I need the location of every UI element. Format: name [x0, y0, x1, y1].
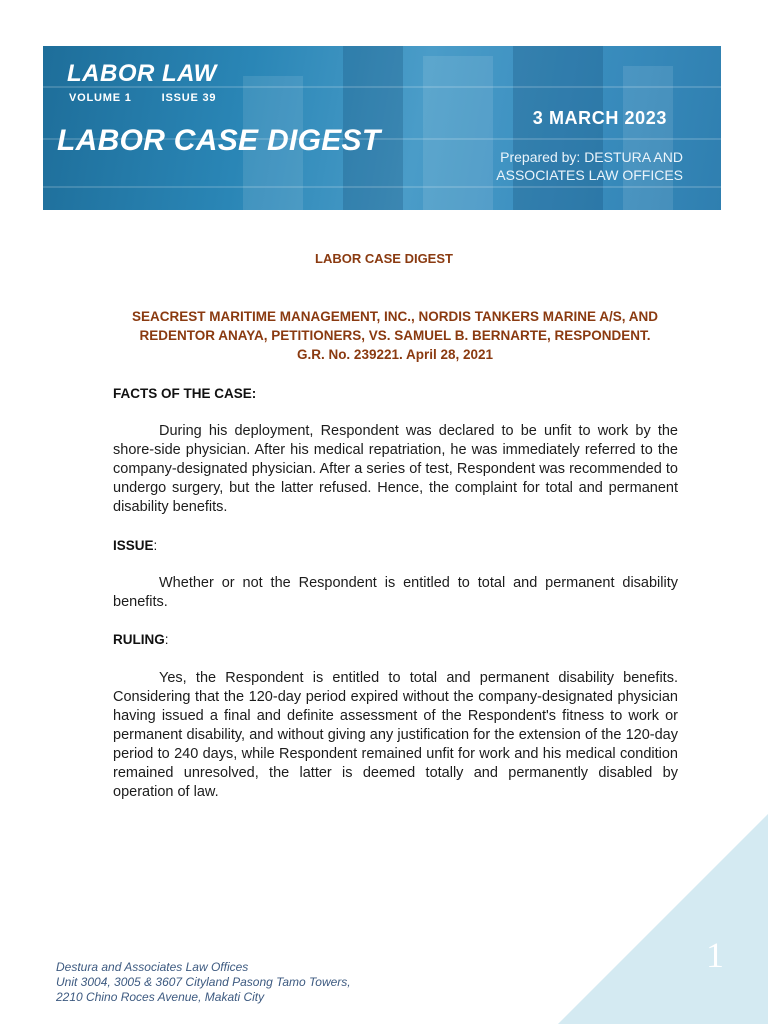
- corner-decoration: [558, 814, 768, 1024]
- issue-date: 3 MARCH 2023: [532, 108, 667, 128]
- issue-label: ISSUE 39: [161, 92, 217, 104]
- case-title-line2: REDENTOR ANAYA, PETITIONERS, VS. SAMUEL B. BERNARTE, RESPONDENT.: [139, 328, 651, 343]
- footer-address-line2: 2210 Chino Roces Avenue, Makati City: [56, 990, 265, 1004]
- footer-firm-name: Destura and Associates Law Offices: [56, 960, 249, 974]
- banner-title: LABOR LAW: [67, 60, 217, 87]
- document-heading: LABOR CASE DIGEST: [315, 251, 453, 266]
- facts-heading: FACTS OF THE CASE:: [113, 386, 257, 401]
- ruling-heading-colon: :: [164, 632, 169, 647]
- ruling-heading-text: RULING: [113, 632, 165, 647]
- ruling-heading: [113, 632, 169, 647]
- case-title: [100, 307, 690, 364]
- volume-label: VOLUME 1: [69, 92, 132, 104]
- facts-paragraph: During his deployment, Respondent was declared to be unfit to work by the shore-side physician. After his medical repatriation, he was immediately referred to the company-designated physician. After a series of test, Respondent was recommended to undergo surgery, but the latter refused. Hence, the complaint for total and permanent disability benefits.: [113, 423, 678, 515]
- issue-heading-colon: :: [153, 538, 158, 553]
- prepared-by-line1: Prepared by: DESTURA AND: [500, 149, 683, 165]
- corner-triangle: [558, 814, 768, 1024]
- prepared-by: [496, 148, 683, 184]
- case-title-line1: SEACREST MARITIME MANAGEMENT, INC., NORDIS TANKERS MARINE A/S, AND: [131, 309, 658, 324]
- issue-heading-text: ISSUE: [113, 538, 154, 553]
- footer-address: [56, 960, 351, 1005]
- header-banner: [43, 46, 721, 210]
- volume-issue: [69, 92, 246, 104]
- ruling-paragraph: Yes, the Respondent is entitled to total and permanent disability benefits. Considering that the 120-day period expired without the company-designated physician having issued a final and definite assessment of the Respondent's fitness to work or permanent disability, and without giving any justification for the extension of the 120-day period to 240 days, while Respondent remained unfit for work and his medical condition remained unresolved, the latter is deemed totally and permanently disabled by operation of law.: [113, 670, 678, 800]
- issue-paragraph: Whether or not the Respondent is entitled to total and permanent disability benefits.: [113, 575, 678, 610]
- issue-heading: [113, 538, 157, 553]
- banner-digest-title: LABOR CASE DIGEST: [57, 124, 381, 157]
- prepared-by-line2: ASSOCIATES LAW OFFICES: [496, 167, 683, 183]
- page-number: 1: [706, 935, 724, 975]
- case-citation: G.R. No. 239221. April 28, 2021: [296, 347, 494, 362]
- footer-address-line1: Unit 3004, 3005 & 3607 Cityland Pasong Tamo Towers,: [56, 975, 351, 989]
